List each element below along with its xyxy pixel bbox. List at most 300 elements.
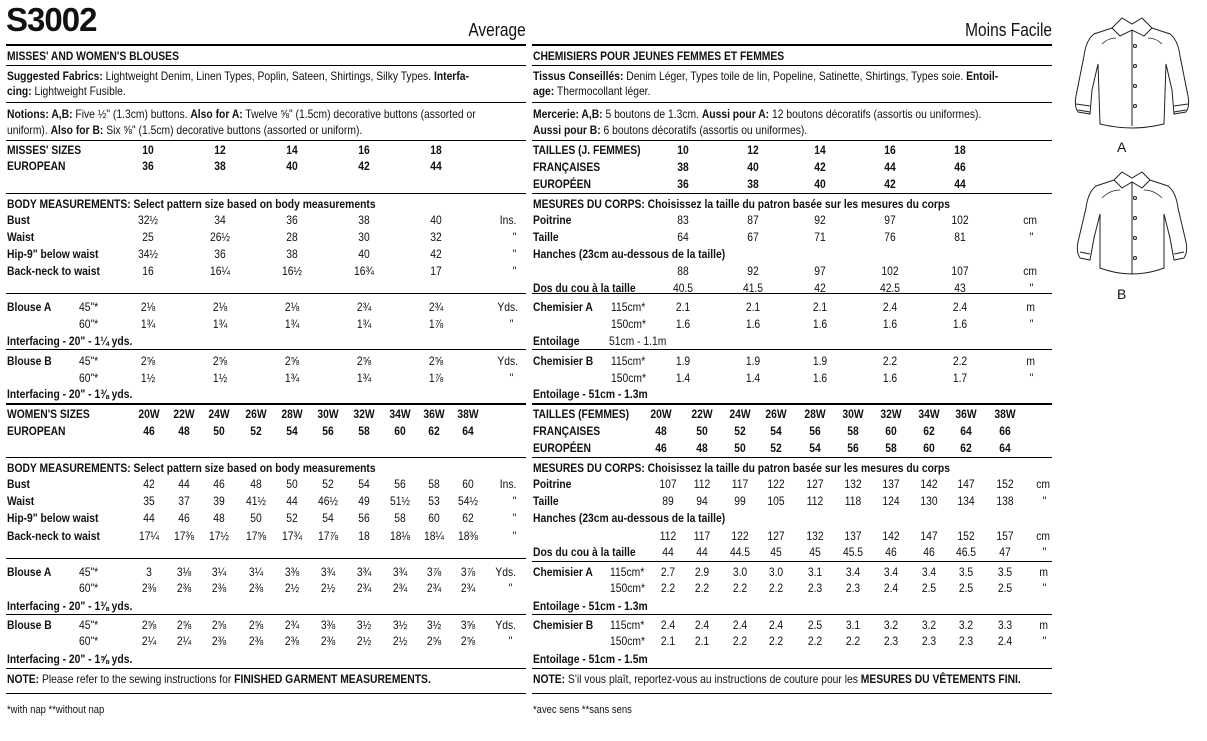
yardage-cell: 1.6 xyxy=(882,371,898,385)
yardage-cell: 1.9 xyxy=(675,354,691,368)
measurement-cell: 17¾ xyxy=(281,529,303,543)
size-cell: 24W xyxy=(729,407,751,421)
unit-label: " xyxy=(1029,371,1033,385)
measurement-cell: 76 xyxy=(884,230,896,244)
yardage-cell: 2¾ xyxy=(428,300,444,314)
measurement-cell: 46 xyxy=(923,545,935,559)
divider xyxy=(6,293,526,294)
measurement-cell: 112 xyxy=(693,477,711,491)
measurement-cell: 35 xyxy=(143,494,155,508)
european-cell: 62 xyxy=(428,424,440,438)
fabric-width: 115cm* xyxy=(610,618,645,632)
yardage-cell: 3.4 xyxy=(845,565,861,579)
measurement-cell: 132 xyxy=(844,477,862,491)
size-cell: 14 xyxy=(814,143,826,157)
measurement-cell: 30 xyxy=(358,230,370,244)
europeen-cell: 64 xyxy=(999,441,1011,455)
measurement-label: Hanches (23cm au-dessous de la taille) xyxy=(533,511,726,525)
yardage-cell: 2.4 xyxy=(732,618,748,632)
measurement-cell: 44 xyxy=(178,477,190,491)
europeen-cell: 46 xyxy=(655,441,667,455)
yardage-cell: 3¼ xyxy=(248,565,264,579)
unit-label: " xyxy=(512,230,516,244)
size-cell: 34W xyxy=(389,407,411,421)
measurement-cell: 127 xyxy=(806,477,824,491)
measurement-cell: 118 xyxy=(844,494,862,508)
size-cell: 38W xyxy=(457,407,479,421)
francaises-label: FRANÇAISES xyxy=(533,424,601,438)
notions-line-2: uniform). Also for B: Six ⅝" (1.5cm) decorative buttons (assorted or uniform). xyxy=(7,123,363,137)
measurement-cell: 138 xyxy=(996,494,1014,508)
measurement-cell: 42.5 xyxy=(879,281,901,295)
yardage-cell: 2.1 xyxy=(745,300,761,314)
yardage-cell: 2.3 xyxy=(921,634,937,648)
europeen-label: EUROPÉEN xyxy=(533,441,591,455)
yardage-cell: 2⅜ xyxy=(248,581,264,595)
yardage-cell: 2.2 xyxy=(952,354,968,368)
yardage-cell: 2.2 xyxy=(660,581,676,595)
yardage-cell: 1.6 xyxy=(882,317,898,331)
yardage-cell: 2⅝ xyxy=(284,354,300,368)
size-cell: 24W xyxy=(208,407,230,421)
measurement-cell: 16¼ xyxy=(209,264,231,278)
francaises-cell: 66 xyxy=(999,424,1011,438)
measurement-cell: 32½ xyxy=(137,213,159,227)
size-cell: 18 xyxy=(954,143,966,157)
footnote-fr: *avec sens **sans sens xyxy=(533,704,632,716)
europeen-cell: 52 xyxy=(770,441,782,455)
measurement-cell: 47 xyxy=(999,545,1011,559)
women-interfacing-a: Interfacing - 20" - 1⅜ yds. xyxy=(7,599,133,613)
yardage-cell: 3⅜ xyxy=(284,565,300,579)
measurement-cell: 122 xyxy=(767,477,785,491)
europeen-cell: 50 xyxy=(734,441,746,455)
blouse-b-drawing xyxy=(1077,172,1186,274)
yardage-cell: 2¾ xyxy=(392,581,408,595)
yardage-cell: 2¾ xyxy=(426,581,442,595)
measurement-cell: 18⅜ xyxy=(457,529,479,543)
yardage-cell: 2.5 xyxy=(921,581,937,595)
measurement-cell: 41.5 xyxy=(742,281,764,295)
measurement-cell: 60 xyxy=(462,477,474,491)
size-cell: 22W xyxy=(173,407,195,421)
yardage-cell: 1.6 xyxy=(812,317,828,331)
measurement-cell: 71 xyxy=(814,230,826,244)
measurement-cell: 56 xyxy=(358,511,370,525)
measurement-cell: 34 xyxy=(214,213,226,227)
measurement-label: Waist xyxy=(7,230,35,244)
measurement-cell: 64 xyxy=(677,230,689,244)
measurement-label: Bust xyxy=(7,213,30,227)
divider xyxy=(532,349,1052,350)
measurement-cell: 54 xyxy=(358,477,370,491)
divider xyxy=(532,614,1052,615)
european-cell: 60 xyxy=(394,424,406,438)
yardage-cell: 2.3 xyxy=(807,581,823,595)
european-cell: 52 xyxy=(250,424,262,438)
yardage-cell: 2¾ xyxy=(460,581,476,595)
unit-label: " xyxy=(509,317,513,331)
divider xyxy=(532,668,1052,669)
yardage-cell: 2.4 xyxy=(660,618,676,632)
measurement-cell: 107 xyxy=(951,264,969,278)
size-header-label: TAILLES (FEMMES) xyxy=(533,407,630,421)
measurement-cell: 152 xyxy=(957,529,975,543)
measurement-cell: 26½ xyxy=(209,230,231,244)
yardage-cell: 1.9 xyxy=(812,354,828,368)
measurement-cell: 102 xyxy=(881,264,899,278)
measurement-cell: 17½ xyxy=(208,529,230,543)
yardage-cell: 2.1 xyxy=(675,300,691,314)
yardage-cell: 2.9 xyxy=(694,565,710,579)
europeen-cell: 60 xyxy=(923,441,935,455)
european-cell: 36 xyxy=(142,159,154,173)
divider xyxy=(6,693,526,694)
measurement-cell: 124 xyxy=(882,494,900,508)
francaises-cell: 54 xyxy=(770,424,782,438)
section-title-en: MISSES' AND WOMEN'S BLOUSES xyxy=(7,49,179,63)
fabric-width: 45"* xyxy=(79,300,99,314)
measurement-cell: 117 xyxy=(731,477,749,491)
measurement-cell: 89 xyxy=(662,494,674,508)
divider xyxy=(532,65,1052,66)
yardage-cell: 3.4 xyxy=(883,565,899,579)
unit-label: " xyxy=(1042,634,1046,648)
measurement-cell: 46½ xyxy=(317,494,339,508)
yardage-cell: 1⅞ xyxy=(428,317,444,331)
size-cell: 20W xyxy=(650,407,672,421)
yardage-cell: 2¾ xyxy=(356,581,372,595)
yardage-cell: 1.6 xyxy=(812,371,828,385)
divider xyxy=(532,140,1052,141)
measurement-cell: 92 xyxy=(747,264,759,278)
yardage-cell: 1.4 xyxy=(745,371,761,385)
measurement-cell: 44 xyxy=(696,545,708,559)
measurement-cell: 44 xyxy=(143,511,155,525)
yardage-cell: 3⅜ xyxy=(320,618,336,632)
unit-label: " xyxy=(512,247,516,261)
yardage-cell: 2¾ xyxy=(284,618,300,632)
yardage-cell: 2.5 xyxy=(958,581,974,595)
yardage-cell: 3.4 xyxy=(921,565,937,579)
european-label: EUROPEAN xyxy=(7,424,66,438)
yardage-cell: 2⅝ xyxy=(248,618,264,632)
divider xyxy=(532,193,1052,194)
yardage-cell: 3⅞ xyxy=(426,565,442,579)
francaises-cell: 44 xyxy=(884,160,896,174)
size-cell: 32W xyxy=(353,407,375,421)
unit-label: Yds. xyxy=(497,354,518,368)
yardage-cell: 3.0 xyxy=(732,565,748,579)
yardage-cell: 2⅝ xyxy=(212,354,228,368)
european-cell: 48 xyxy=(178,424,190,438)
unit-label: " xyxy=(1029,317,1033,331)
measurement-cell: 45 xyxy=(809,545,821,559)
unit-label: " xyxy=(1042,494,1046,508)
measurement-cell: 42 xyxy=(143,477,155,491)
fabric-width: 115cm* xyxy=(611,354,646,368)
measurement-cell: 16½ xyxy=(281,264,303,278)
fabric-width: 60"* xyxy=(79,317,99,331)
measurement-cell: 18⅛ xyxy=(389,529,411,543)
pattern-code: S3002 xyxy=(6,1,97,38)
european-cell: 38 xyxy=(214,159,226,173)
divider xyxy=(6,614,526,615)
yardage-cell: 3.2 xyxy=(958,618,974,632)
measurement-cell: 16¾ xyxy=(353,264,375,278)
measurement-cell: 40 xyxy=(358,247,370,261)
divider xyxy=(532,102,1052,103)
fabric-width: 150cm* xyxy=(611,371,646,385)
yardage-cell: 1.6 xyxy=(952,317,968,331)
fabrics-line-1-fr: Tissus Conseillés: Denim Léger, Types toile de lin, Popeline, Satinette, Shirtings, Types soie. Entoil- xyxy=(533,69,999,83)
yardage-cell: 2.2 xyxy=(807,634,823,648)
measurement-cell: 45 xyxy=(770,545,782,559)
measurement-cell: 46.5 xyxy=(955,545,977,559)
divider xyxy=(532,44,1052,46)
fabrics-line-2-fr: age: Thermocollant léger. xyxy=(533,84,651,98)
european-cell: 54 xyxy=(286,424,298,438)
yardage-cell: 2⅜ xyxy=(141,581,157,595)
blouse-label: Blouse B xyxy=(7,618,52,632)
yardage-cell: 2.2 xyxy=(768,581,784,595)
yardage-cell: 2⅜ xyxy=(211,634,227,648)
unit-label: cm xyxy=(1023,264,1037,278)
size-cell: 14 xyxy=(286,143,298,157)
francaises-cell: 62 xyxy=(923,424,935,438)
divider xyxy=(6,102,526,103)
measurement-cell: 137 xyxy=(882,477,900,491)
size-cell: 26W xyxy=(765,407,787,421)
measurement-cell: 48 xyxy=(213,511,225,525)
yardage-cell: 3.0 xyxy=(768,565,784,579)
unit-label: Yds. xyxy=(495,618,516,632)
measurement-cell: 83 xyxy=(677,213,689,227)
divider xyxy=(6,140,526,141)
measurement-cell: 58 xyxy=(394,511,406,525)
misses-interfacing-a: Interfacing - 20" - 1¼ yds. xyxy=(7,334,133,348)
measurement-cell: 107 xyxy=(659,477,677,491)
measurement-cell: 17⅜ xyxy=(173,529,195,543)
measurement-cell: 16 xyxy=(142,264,154,278)
yardage-cell: 2.7 xyxy=(660,565,676,579)
yardage-cell: 2¼ xyxy=(176,634,192,648)
difficulty-fr: Moins Facile xyxy=(965,20,1052,40)
measurement-cell: 60 xyxy=(428,511,440,525)
measurement-cell: 152 xyxy=(996,477,1014,491)
measurement-cell: 99 xyxy=(734,494,746,508)
yardage-cell: 3.3 xyxy=(997,618,1013,632)
yardage-cell: 1⅞ xyxy=(428,371,444,385)
fabrics-line-1: Suggested Fabrics: Lightweight Denim, Linen Types, Poplin, Sateen, Shirtings, Silky Types. Interfa- xyxy=(7,69,469,83)
measurement-cell: 112 xyxy=(806,494,824,508)
yardage-cell: 3¾ xyxy=(356,565,372,579)
yardage-cell: 1.6 xyxy=(745,317,761,331)
yardage-cell: 3.1 xyxy=(845,618,861,632)
body-measurements-heading-fr: MESURES DU CORPS: Choisissez la taille du patron basée sur les mesures du corps xyxy=(533,197,950,211)
measurement-cell: 132 xyxy=(806,529,824,543)
yardage-cell: 3⅞ xyxy=(460,565,476,579)
measurement-cell: 157 xyxy=(996,529,1014,543)
size-cell: 28W xyxy=(281,407,303,421)
european-cell: 56 xyxy=(322,424,334,438)
measurement-label: Hanches (23cm au-dessous de la taille) xyxy=(533,247,726,261)
european-cell: 64 xyxy=(462,424,474,438)
measurement-cell: 137 xyxy=(844,529,862,543)
women-entoilage-a: Entoilage - 51cm - 1.3m xyxy=(533,599,648,613)
body-measurements-heading: BODY MEASUREMENTS: Select pattern size based on body measurements xyxy=(7,197,376,211)
measurement-cell: 45.5 xyxy=(842,545,864,559)
fabric-width: 45"* xyxy=(79,565,99,579)
europeen-cell: 58 xyxy=(885,441,897,455)
fabric-width: 45"* xyxy=(79,618,99,632)
size-cell: 30W xyxy=(317,407,339,421)
unit-label: " xyxy=(508,634,512,648)
size-cell: 22W xyxy=(691,407,713,421)
chemisier-label: Chemisier A xyxy=(533,565,593,579)
francaises-cell: 48 xyxy=(655,424,667,438)
fabric-width: 115cm* xyxy=(611,300,646,314)
francaises-cell: 38 xyxy=(677,160,689,174)
difficulty-en: Average xyxy=(468,20,526,40)
measurement-label: Poitrine xyxy=(533,477,572,491)
yardage-cell: 2.4 xyxy=(997,634,1013,648)
divider xyxy=(6,558,526,559)
yardage-cell: 2.4 xyxy=(883,581,899,595)
unit-label: m xyxy=(1026,354,1035,368)
measurement-cell: 50 xyxy=(286,477,298,491)
measurement-cell: 49 xyxy=(358,494,370,508)
yardage-cell: 1.9 xyxy=(745,354,761,368)
measurement-cell: 17 xyxy=(430,264,442,278)
divider xyxy=(6,668,526,669)
unit-label: Ins. xyxy=(499,477,516,491)
yardage-cell: 2.2 xyxy=(845,634,861,648)
chemisier-label: Chemisier A xyxy=(533,300,593,314)
blouse-label: Blouse A xyxy=(7,300,52,314)
measurement-cell: 43 xyxy=(954,281,966,295)
blouse-label: Blouse B xyxy=(7,354,52,368)
measurement-cell: 105 xyxy=(767,494,785,508)
note-en: NOTE: Please refer to the sewing instructions for FINISHED GARMENT MEASUREMENTS. xyxy=(7,672,431,686)
size-cell: 26W xyxy=(245,407,267,421)
unit-label: Yds. xyxy=(495,565,516,579)
chemisier-label: Chemisier B xyxy=(533,354,594,368)
yardage-cell: 1¾ xyxy=(284,371,300,385)
yardage-cell: 2.4 xyxy=(882,300,898,314)
size-cell: 28W xyxy=(804,407,826,421)
measurement-cell: 62 xyxy=(462,511,474,525)
european-cell: 50 xyxy=(213,424,225,438)
yardage-cell: 3⅝ xyxy=(460,618,476,632)
yardage-cell: 3½ xyxy=(392,618,408,632)
francaises-cell: 42 xyxy=(814,160,826,174)
yardage-cell: 2.3 xyxy=(883,634,899,648)
fabric-width: 150cm* xyxy=(610,634,645,648)
measurement-cell: 81 xyxy=(954,230,966,244)
size-cell: 34W xyxy=(918,407,940,421)
measurement-cell: 52 xyxy=(322,477,334,491)
size-cell: 12 xyxy=(214,143,226,157)
yardage-cell: 1¾ xyxy=(356,317,372,331)
yardage-cell: 3¾ xyxy=(320,565,336,579)
measurement-label: Dos du cou à la taille xyxy=(533,281,636,295)
measurement-cell: 18 xyxy=(358,529,370,543)
measurement-cell: 142 xyxy=(882,529,900,543)
yardage-cell: 3.2 xyxy=(921,618,937,632)
section-title-fr: CHEMISIERS POUR JEUNES FEMMES ET FEMMES xyxy=(533,49,785,63)
measurement-cell: 44.5 xyxy=(729,545,751,559)
measurement-cell: 44 xyxy=(662,545,674,559)
francaises-cell: 50 xyxy=(696,424,708,438)
fabric-width: 60"* xyxy=(79,581,99,595)
size-header-label: WOMEN'S SIZES xyxy=(7,407,90,421)
unit-label: " xyxy=(512,494,516,508)
unit-label: " xyxy=(1042,545,1046,559)
francaises-cell: 64 xyxy=(960,424,972,438)
measurement-label: Poitrine xyxy=(533,213,572,227)
measurement-cell: 44 xyxy=(286,494,298,508)
measurement-cell: 17¼ xyxy=(138,529,160,543)
measurement-cell: 17⅝ xyxy=(245,529,267,543)
unit-label: cm xyxy=(1023,213,1037,227)
unit-label: cm xyxy=(1036,529,1050,543)
divider xyxy=(6,457,526,458)
yardage-cell: 2⅛ xyxy=(140,300,156,314)
measurement-cell: 130 xyxy=(920,494,938,508)
misses-interfacing-b: Interfacing - 20" - 1⅜ yds. xyxy=(7,387,133,401)
measurement-cell: 54½ xyxy=(457,494,479,508)
europeen-cell: 40 xyxy=(814,177,826,191)
yardage-cell: 2¼ xyxy=(141,634,157,648)
view-label-a: A xyxy=(1117,139,1127,155)
yardage-cell: 2.1 xyxy=(660,634,676,648)
measurement-label: Taille xyxy=(533,230,559,244)
francaises-cell: 40 xyxy=(747,160,759,174)
yardage-cell: 2½ xyxy=(320,581,336,595)
yardage-cell: 2⅜ xyxy=(284,634,300,648)
measurement-cell: 67 xyxy=(747,230,759,244)
measurement-cell: 28 xyxy=(286,230,298,244)
size-cell: 36W xyxy=(955,407,977,421)
fabric-width: 45"* xyxy=(79,354,99,368)
european-cell: 40 xyxy=(286,159,298,173)
yardage-cell: 1.4 xyxy=(675,371,691,385)
divider xyxy=(6,403,526,405)
yardage-cell: 2.2 xyxy=(732,581,748,595)
unit-label: Yds. xyxy=(497,300,518,314)
yardage-cell: 2.1 xyxy=(812,300,828,314)
measurement-cell: 36 xyxy=(286,213,298,227)
european-label: EUROPEAN xyxy=(7,159,66,173)
yardage-cell: 2⅝ xyxy=(428,354,444,368)
blouse-illustrations xyxy=(1062,4,1202,304)
yardage-cell: 3⅛ xyxy=(176,565,192,579)
measurement-cell: 97 xyxy=(884,213,896,227)
francaises-cell: 58 xyxy=(847,424,859,438)
yardage-cell: 2¾ xyxy=(356,300,372,314)
yardage-cell: 2⅜ xyxy=(176,581,192,595)
fabric-width: 150cm* xyxy=(610,581,645,595)
size-cell: 10 xyxy=(142,143,154,157)
size-cell: 38W xyxy=(994,407,1016,421)
measurement-label: Back-neck to waist xyxy=(7,264,100,278)
measurement-cell: 88 xyxy=(677,264,689,278)
yardage-cell: 2⅝ xyxy=(460,634,476,648)
fabric-width: 60"* xyxy=(79,634,99,648)
yardage-cell: 2⅛ xyxy=(284,300,300,314)
yardage-cell: 2.2 xyxy=(732,634,748,648)
